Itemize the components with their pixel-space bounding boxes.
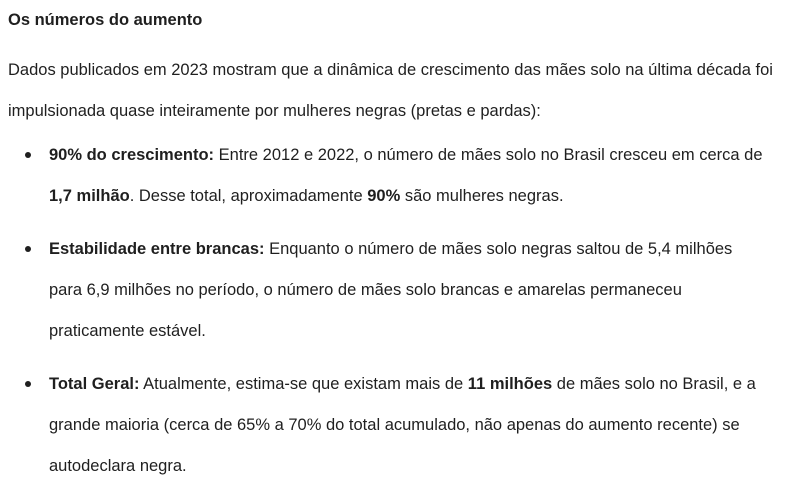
bullet-text: Entre 2012 e 2022, o número de mães solo no Brasil cresceu em cerca de <box>214 146 763 164</box>
intro-paragraph: Dados publicados em 2023 mostram que a dinâmica de crescimento das mães solo na última década foi impulsionada quase inteiramente por mulheres negras (pretas e pardas): <box>8 61 773 120</box>
bullet-text: . Desse total, aproximadamente <box>129 187 368 205</box>
bullet-label: 90% do crescimento: <box>49 146 215 164</box>
bullet-text: são mulheres negras. <box>400 187 564 205</box>
list-item <box>0 364 769 486</box>
list-item <box>0 229 769 352</box>
bullet-emphasis: 90% <box>367 187 401 205</box>
bullet-icon <box>25 246 31 252</box>
section-heading: Os números do aumento <box>8 11 203 29</box>
bullet-icon <box>25 152 31 158</box>
bullet-emphasis: 11 milhões <box>467 375 553 393</box>
bullet-list <box>0 135 785 486</box>
bullet-label: Total Geral: <box>49 375 140 393</box>
bullet-text: Atualmente, estima-se que existam mais de <box>139 375 468 393</box>
bullet-text: Enquanto o número de mães solo negras saltou de 5,4 milhões para 6,9 milhões no período, o número de mães solo brancas e amarelas permaneceu praticamente estável. <box>49 240 733 340</box>
bullet-emphasis: 1,7 milhão <box>49 187 130 205</box>
bullet-label: Estabilidade entre brancas: <box>49 240 265 258</box>
bullet-icon <box>25 381 31 387</box>
bullet-text: de mães solo no Brasil, e a grande maioria (cerca de 65% a 70% do total acumulado, não apenas do aumento recente) se autodeclara negra. <box>49 375 756 475</box>
list-item <box>0 135 769 217</box>
